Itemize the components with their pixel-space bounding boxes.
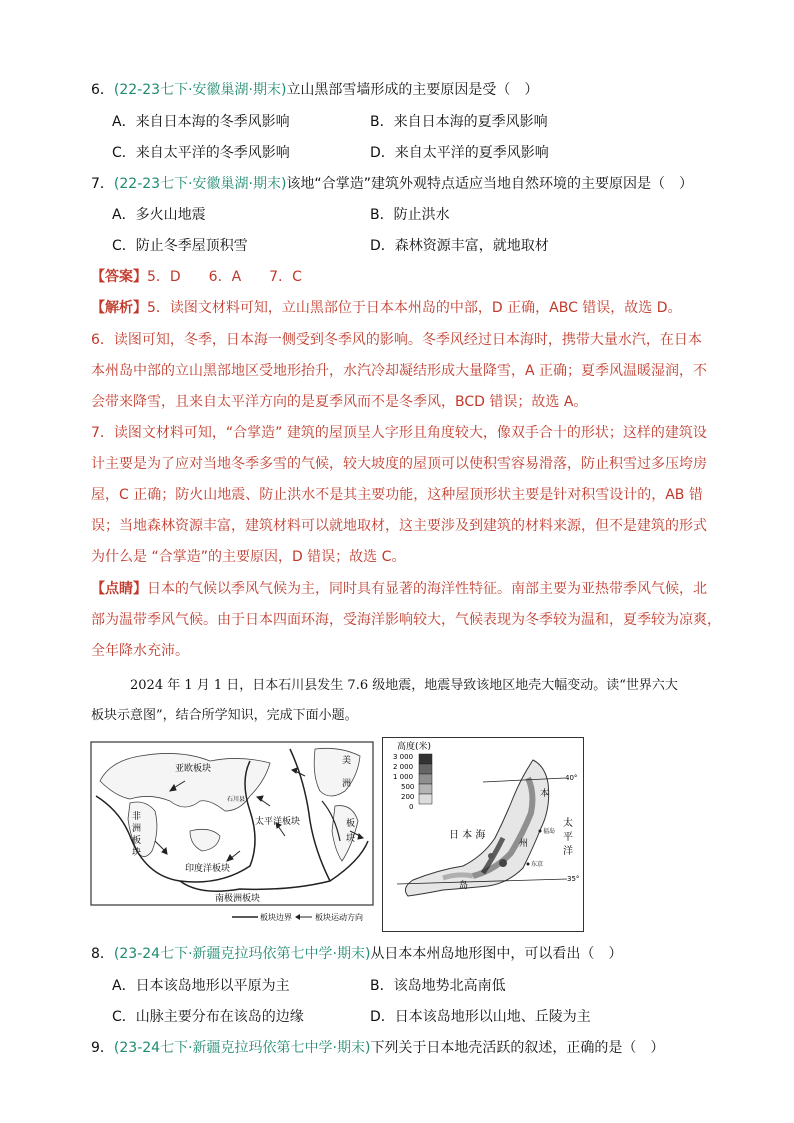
label-america-2: 洲	[342, 779, 352, 789]
comment-tag: 【点睛】	[91, 581, 147, 597]
plate-map-svg	[90, 741, 376, 923]
label-indian: 印度洋板块	[185, 864, 231, 874]
comment-line-2: 部为温带季风气候。由于日本四面环海，受海洋影响较大，气候表现为冬季较为温和，夏季较为凉爽，	[91, 612, 721, 628]
option-b: B．该岛地势北高南低	[370, 978, 506, 994]
legend-level: 0	[409, 803, 414, 811]
legend-level: 500	[401, 783, 415, 791]
question-number: 6．	[91, 82, 114, 98]
analysis-line-2: 6．读图可知，冬季，日本海一侧受到冬季风的影响。冬季风经过日本海时，携带大量水汽，在日本	[91, 332, 702, 348]
analysis-line-3: 本州岛中部的立山黑部地区受地形抬升，水汽冷却凝结形成大量降雪，A 正确；夏季风温暖湿润，不	[91, 363, 708, 379]
comment-line-1	[91, 579, 707, 599]
label-honshu-3: 岛	[459, 881, 469, 891]
option-b: B．来自日本海的夏季风影响	[370, 114, 548, 130]
label-pacific-1: 太	[563, 818, 573, 829]
analysis-line-6: 计主要是为了应对当地冬季多雪的气候，较大坡度的屋顶可以使积雪容易滑落，防止积雪过多压垮房	[91, 456, 707, 472]
question-stem: 该地“合掌造”建筑外观特点适应当地自然环境的主要原因是（ ）	[286, 176, 693, 192]
label-pacific-3: 洋	[563, 846, 573, 857]
analysis-line-5: 7．读图文材料可知，“合掌造” 建筑的屋顶呈人字形且角度较大，像双手合十的形状；这样的建筑设	[91, 425, 707, 441]
answer-text: 5．D 6．A 7．C	[147, 269, 302, 285]
analysis-tag: 【解析】	[91, 300, 147, 316]
label-antarctic: 南极洲板块	[215, 894, 261, 904]
label-african-3: 板	[132, 836, 142, 846]
label-eurasian: 亚欧板块	[175, 764, 212, 774]
option-d: D．森林资源丰富，就地取材	[370, 238, 549, 254]
lat-40: 40°	[565, 774, 578, 782]
comment-line-3: 全年降水充沛。	[91, 643, 189, 659]
question-9	[91, 1038, 664, 1058]
option-a: A．多火山地震	[112, 207, 206, 223]
label-pacific: 太平洋板块	[255, 817, 301, 827]
option-a: A．日本该岛地形以平原为主	[112, 978, 290, 994]
analysis-line-8: 误；当地森林资源丰富，建筑材料可以就地取材，这主要涉及到建筑的材料来源，但不是建筑的形式	[91, 518, 707, 534]
label-fukushima: 福岛	[543, 828, 556, 835]
option-c: C．来自太平洋的冬季风影响	[112, 145, 290, 161]
legend-title: 高度(米)	[397, 742, 432, 752]
label-sea-of-japan: 日 本 海	[449, 830, 486, 841]
answer-tag: 【答案】	[91, 269, 147, 285]
label-african-1: 非	[132, 812, 142, 822]
analysis-text: 5．读图文材料可知，立山黑部位于日本本州岛的中部，D 正确，ABC 错误，故选 D。	[147, 300, 682, 316]
relief-map	[382, 737, 584, 932]
question-number: 7．	[91, 176, 114, 192]
question-stem: 下列关于日本地壳活跃的叙述，正确的是（ ）	[370, 1040, 665, 1056]
legend-level: 2 000	[393, 763, 414, 771]
question-stem: 立山黑部雪墙形成的主要原因是受（ ）	[286, 82, 539, 98]
question-6	[91, 80, 538, 100]
question-source: (23-24七下·新疆克拉玛依第七中学·期末)	[113, 1040, 371, 1056]
label-america-4: 块	[346, 834, 356, 844]
label-pacific-2: 平	[563, 832, 573, 843]
legend-level: 1 000	[393, 773, 414, 781]
legend-boundary: 板块边界	[260, 913, 292, 922]
label-african-4: 块	[132, 848, 142, 858]
legend-motion: 板块运动方向	[315, 913, 363, 922]
analysis-line-4: 会带来降雪，且来自太平洋方向的是夏季风而不是冬季风，BCD 错误；故选 A。	[91, 394, 588, 410]
legend-level: 3 000	[393, 753, 414, 761]
question-stem: 从日本本州岛地形图中，可以看出（ ）	[370, 946, 623, 962]
option-a: A．来自日本海的冬季风影响	[112, 114, 290, 130]
question-number: 9．	[91, 1040, 114, 1056]
plate-map	[90, 741, 376, 923]
label-america-1: 美	[342, 756, 352, 766]
label-tokyo: 东京	[531, 861, 544, 868]
relief-map-svg	[383, 738, 583, 931]
intro-line-2: 板块示意图”，结合所学知识，完成下面小题。	[91, 708, 358, 723]
question-source: (23-24七下·新疆克拉玛依第七中学·期末)	[113, 946, 371, 962]
elevation-legend	[393, 753, 432, 811]
option-b: B．防止洪水	[370, 207, 450, 223]
analysis-line-1	[91, 298, 682, 318]
lat-35: 35°	[567, 875, 580, 883]
label-ishikawa: 石川县	[227, 796, 246, 803]
question-7	[91, 174, 693, 194]
option-d: D．日本该岛地形以山地、丘陵为主	[370, 1009, 591, 1025]
label-honshu-1: 本	[540, 789, 550, 799]
question-number: 8．	[91, 946, 114, 962]
label-african-2: 洲	[132, 824, 142, 834]
intro-line-1: 2024 年 1 月 1 日，日本石川县发生 7.6 级地震，地震导致该地区地壳大幅变动。读“世界六大	[130, 678, 678, 693]
option-d: D．来自太平洋的夏季风影响	[370, 145, 549, 161]
answer-line	[91, 267, 302, 287]
option-c: C．山脉主要分布在该岛的边缘	[112, 1009, 304, 1025]
question-source: (22-23七下·安徽巢湖·期末)	[113, 176, 287, 192]
question-source: (22-23七下·安徽巢湖·期末)	[113, 82, 287, 98]
option-c: C．防止冬季屋顶积雪	[112, 238, 248, 254]
legend-level: 200	[401, 793, 415, 801]
comment-text: 日本的气候以季风气候为主，同时具有显著的海洋性特征。南部主要为亚热带季风气候，北	[147, 581, 707, 597]
label-honshu-2: 州	[519, 839, 529, 849]
label-america-3: 板	[346, 819, 356, 829]
question-8	[91, 944, 622, 964]
analysis-line-7: 屋，C 正确；防火山地震、防止洪水不是其主要功能，这种屋顶形状主要是针对积雪设计的，AB 错	[91, 487, 703, 503]
analysis-line-9: 为什么是 “合掌造”的主要原因，D 错误；故选 C。	[91, 549, 406, 565]
